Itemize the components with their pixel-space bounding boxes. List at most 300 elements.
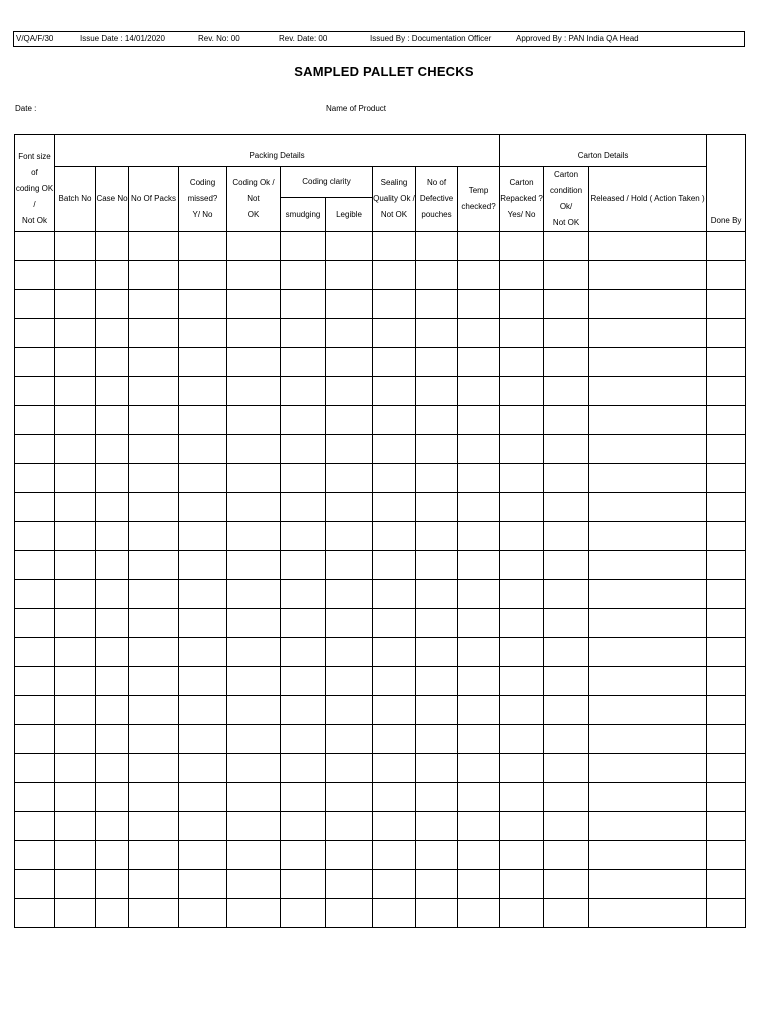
table-cell[interactable] bbox=[326, 899, 373, 928]
table-cell[interactable] bbox=[281, 580, 326, 609]
table-cell[interactable] bbox=[129, 406, 179, 435]
table-cell[interactable] bbox=[281, 232, 326, 261]
table-cell[interactable] bbox=[281, 377, 326, 406]
table-cell[interactable] bbox=[326, 464, 373, 493]
table-cell[interactable] bbox=[96, 464, 129, 493]
table-cell[interactable] bbox=[544, 319, 589, 348]
table-cell[interactable] bbox=[179, 667, 227, 696]
table-cell[interactable] bbox=[589, 435, 707, 464]
table-cell[interactable] bbox=[589, 464, 707, 493]
table-cell[interactable] bbox=[15, 406, 55, 435]
table-cell[interactable] bbox=[707, 870, 746, 899]
table-cell[interactable] bbox=[500, 406, 544, 435]
table-cell[interactable] bbox=[227, 899, 281, 928]
table-cell[interactable] bbox=[458, 348, 500, 377]
table-cell[interactable] bbox=[227, 841, 281, 870]
table-cell[interactable] bbox=[129, 232, 179, 261]
table-cell[interactable] bbox=[55, 290, 96, 319]
table-cell[interactable] bbox=[281, 464, 326, 493]
table-cell[interactable] bbox=[500, 725, 544, 754]
table-cell[interactable] bbox=[55, 609, 96, 638]
table-cell[interactable] bbox=[544, 899, 589, 928]
table-cell[interactable] bbox=[281, 899, 326, 928]
table-cell[interactable] bbox=[96, 290, 129, 319]
table-cell[interactable] bbox=[458, 783, 500, 812]
table-cell[interactable] bbox=[500, 899, 544, 928]
table-cell[interactable] bbox=[129, 609, 179, 638]
table-cell[interactable] bbox=[500, 319, 544, 348]
table-cell[interactable] bbox=[129, 464, 179, 493]
table-cell[interactable] bbox=[416, 348, 458, 377]
table-cell[interactable] bbox=[458, 551, 500, 580]
table-cell[interactable] bbox=[589, 812, 707, 841]
table-cell[interactable] bbox=[500, 435, 544, 464]
table-cell[interactable] bbox=[458, 232, 500, 261]
table-cell[interactable] bbox=[544, 812, 589, 841]
table-cell[interactable] bbox=[55, 319, 96, 348]
table-cell[interactable] bbox=[416, 580, 458, 609]
table-cell[interactable] bbox=[707, 464, 746, 493]
table-cell[interactable] bbox=[326, 580, 373, 609]
table-cell[interactable] bbox=[707, 406, 746, 435]
table-cell[interactable] bbox=[129, 290, 179, 319]
table-cell[interactable] bbox=[707, 667, 746, 696]
table-cell[interactable] bbox=[416, 841, 458, 870]
table-cell[interactable] bbox=[373, 493, 416, 522]
table-cell[interactable] bbox=[96, 667, 129, 696]
table-cell[interactable] bbox=[416, 493, 458, 522]
table-cell[interactable] bbox=[15, 464, 55, 493]
table-cell[interactable] bbox=[500, 232, 544, 261]
table-cell[interactable] bbox=[129, 841, 179, 870]
table-cell[interactable] bbox=[707, 812, 746, 841]
table-cell[interactable] bbox=[707, 754, 746, 783]
table-cell[interactable] bbox=[589, 261, 707, 290]
table-cell[interactable] bbox=[15, 609, 55, 638]
table-cell[interactable] bbox=[458, 899, 500, 928]
table-cell[interactable] bbox=[326, 841, 373, 870]
table-cell[interactable] bbox=[416, 609, 458, 638]
table-cell[interactable] bbox=[179, 319, 227, 348]
table-cell[interactable] bbox=[129, 580, 179, 609]
table-cell[interactable] bbox=[129, 783, 179, 812]
table-cell[interactable] bbox=[55, 493, 96, 522]
table-cell[interactable] bbox=[227, 783, 281, 812]
table-cell[interactable] bbox=[55, 406, 96, 435]
table-cell[interactable] bbox=[589, 580, 707, 609]
table-cell[interactable] bbox=[589, 522, 707, 551]
table-cell[interactable] bbox=[500, 348, 544, 377]
table-cell[interactable] bbox=[544, 638, 589, 667]
table-cell[interactable] bbox=[416, 667, 458, 696]
table-cell[interactable] bbox=[129, 551, 179, 580]
table-cell[interactable] bbox=[129, 667, 179, 696]
table-cell[interactable] bbox=[227, 319, 281, 348]
table-cell[interactable] bbox=[458, 696, 500, 725]
table-cell[interactable] bbox=[373, 638, 416, 667]
table-cell[interactable] bbox=[500, 783, 544, 812]
table-cell[interactable] bbox=[589, 870, 707, 899]
table-cell[interactable] bbox=[544, 754, 589, 783]
table-cell[interactable] bbox=[589, 493, 707, 522]
table-cell[interactable] bbox=[544, 232, 589, 261]
table-cell[interactable] bbox=[179, 580, 227, 609]
table-cell[interactable] bbox=[55, 725, 96, 754]
table-cell[interactable] bbox=[416, 435, 458, 464]
table-cell[interactable] bbox=[179, 899, 227, 928]
table-cell[interactable] bbox=[15, 696, 55, 725]
table-cell[interactable] bbox=[96, 493, 129, 522]
table-cell[interactable] bbox=[544, 783, 589, 812]
table-cell[interactable] bbox=[281, 493, 326, 522]
table-cell[interactable] bbox=[589, 319, 707, 348]
table-cell[interactable] bbox=[55, 522, 96, 551]
table-cell[interactable] bbox=[707, 290, 746, 319]
table-cell[interactable] bbox=[326, 667, 373, 696]
table-cell[interactable] bbox=[416, 319, 458, 348]
table-cell[interactable] bbox=[15, 551, 55, 580]
table-cell[interactable] bbox=[544, 870, 589, 899]
table-cell[interactable] bbox=[281, 638, 326, 667]
table-cell[interactable] bbox=[544, 725, 589, 754]
table-cell[interactable] bbox=[227, 696, 281, 725]
table-cell[interactable] bbox=[416, 812, 458, 841]
table-cell[interactable] bbox=[326, 261, 373, 290]
table-cell[interactable] bbox=[326, 696, 373, 725]
table-cell[interactable] bbox=[326, 377, 373, 406]
table-cell[interactable] bbox=[416, 232, 458, 261]
table-cell[interactable] bbox=[500, 754, 544, 783]
table-cell[interactable] bbox=[179, 377, 227, 406]
table-cell[interactable] bbox=[544, 841, 589, 870]
table-cell[interactable] bbox=[55, 870, 96, 899]
table-cell[interactable] bbox=[281, 812, 326, 841]
table-cell[interactable] bbox=[544, 290, 589, 319]
table-cell[interactable] bbox=[458, 841, 500, 870]
table-cell[interactable] bbox=[227, 493, 281, 522]
table-cell[interactable] bbox=[96, 406, 129, 435]
table-cell[interactable] bbox=[589, 899, 707, 928]
table-cell[interactable] bbox=[281, 522, 326, 551]
table-cell[interactable] bbox=[373, 319, 416, 348]
table-cell[interactable] bbox=[227, 580, 281, 609]
table-cell[interactable] bbox=[227, 551, 281, 580]
table-cell[interactable] bbox=[707, 377, 746, 406]
table-cell[interactable] bbox=[281, 319, 326, 348]
table-cell[interactable] bbox=[96, 377, 129, 406]
table-cell[interactable] bbox=[458, 812, 500, 841]
table-cell[interactable] bbox=[55, 696, 96, 725]
table-cell[interactable] bbox=[544, 348, 589, 377]
table-cell[interactable] bbox=[589, 290, 707, 319]
table-cell[interactable] bbox=[373, 841, 416, 870]
table-cell[interactable] bbox=[96, 348, 129, 377]
table-cell[interactable] bbox=[707, 261, 746, 290]
table-cell[interactable] bbox=[458, 290, 500, 319]
table-cell[interactable] bbox=[227, 870, 281, 899]
table-cell[interactable] bbox=[55, 232, 96, 261]
table-cell[interactable] bbox=[227, 725, 281, 754]
table-cell[interactable] bbox=[55, 435, 96, 464]
table-cell[interactable] bbox=[373, 609, 416, 638]
table-cell[interactable] bbox=[179, 551, 227, 580]
table-cell[interactable] bbox=[458, 493, 500, 522]
table-cell[interactable] bbox=[373, 290, 416, 319]
table-cell[interactable] bbox=[96, 841, 129, 870]
table-cell[interactable] bbox=[129, 319, 179, 348]
table-cell[interactable] bbox=[227, 754, 281, 783]
table-cell[interactable] bbox=[179, 696, 227, 725]
table-cell[interactable] bbox=[458, 261, 500, 290]
table-cell[interactable] bbox=[15, 841, 55, 870]
table-cell[interactable] bbox=[458, 870, 500, 899]
table-cell[interactable] bbox=[500, 812, 544, 841]
table-cell[interactable] bbox=[129, 493, 179, 522]
table-cell[interactable] bbox=[129, 812, 179, 841]
table-cell[interactable] bbox=[179, 406, 227, 435]
table-cell[interactable] bbox=[326, 290, 373, 319]
table-cell[interactable] bbox=[544, 609, 589, 638]
table-cell[interactable] bbox=[416, 290, 458, 319]
table-cell[interactable] bbox=[589, 783, 707, 812]
table-cell[interactable] bbox=[416, 754, 458, 783]
table-cell[interactable] bbox=[179, 493, 227, 522]
table-cell[interactable] bbox=[96, 783, 129, 812]
table-cell[interactable] bbox=[544, 551, 589, 580]
table-cell[interactable] bbox=[129, 754, 179, 783]
table-cell[interactable] bbox=[326, 551, 373, 580]
table-cell[interactable] bbox=[179, 754, 227, 783]
table-cell[interactable] bbox=[96, 812, 129, 841]
table-cell[interactable] bbox=[55, 377, 96, 406]
table-cell[interactable] bbox=[416, 464, 458, 493]
table-cell[interactable] bbox=[326, 725, 373, 754]
table-cell[interactable] bbox=[458, 406, 500, 435]
table-cell[interactable] bbox=[458, 319, 500, 348]
table-cell[interactable] bbox=[373, 783, 416, 812]
table-cell[interactable] bbox=[129, 725, 179, 754]
table-cell[interactable] bbox=[326, 783, 373, 812]
table-cell[interactable] bbox=[179, 232, 227, 261]
table-cell[interactable] bbox=[500, 377, 544, 406]
table-cell[interactable] bbox=[500, 609, 544, 638]
table-cell[interactable] bbox=[281, 290, 326, 319]
table-cell[interactable] bbox=[707, 725, 746, 754]
table-cell[interactable] bbox=[227, 232, 281, 261]
table-cell[interactable] bbox=[15, 725, 55, 754]
table-cell[interactable] bbox=[707, 232, 746, 261]
table-cell[interactable] bbox=[326, 609, 373, 638]
table-cell[interactable] bbox=[281, 551, 326, 580]
table-cell[interactable] bbox=[55, 783, 96, 812]
table-cell[interactable] bbox=[179, 522, 227, 551]
table-cell[interactable] bbox=[281, 725, 326, 754]
table-cell[interactable] bbox=[55, 580, 96, 609]
table-cell[interactable] bbox=[15, 754, 55, 783]
table-cell[interactable] bbox=[179, 464, 227, 493]
table-cell[interactable] bbox=[544, 667, 589, 696]
table-cell[interactable] bbox=[326, 522, 373, 551]
table-cell[interactable] bbox=[15, 493, 55, 522]
table-cell[interactable] bbox=[15, 638, 55, 667]
table-cell[interactable] bbox=[500, 696, 544, 725]
table-cell[interactable] bbox=[500, 464, 544, 493]
table-cell[interactable] bbox=[179, 841, 227, 870]
table-cell[interactable] bbox=[281, 667, 326, 696]
table-cell[interactable] bbox=[458, 580, 500, 609]
table-cell[interactable] bbox=[129, 899, 179, 928]
table-cell[interactable] bbox=[373, 377, 416, 406]
table-cell[interactable] bbox=[96, 754, 129, 783]
table-cell[interactable] bbox=[373, 522, 416, 551]
table-cell[interactable] bbox=[707, 638, 746, 667]
table-cell[interactable] bbox=[96, 899, 129, 928]
table-cell[interactable] bbox=[326, 406, 373, 435]
table-cell[interactable] bbox=[416, 406, 458, 435]
table-cell[interactable] bbox=[500, 261, 544, 290]
table-cell[interactable] bbox=[458, 522, 500, 551]
table-cell[interactable] bbox=[129, 696, 179, 725]
table-cell[interactable] bbox=[500, 638, 544, 667]
table-cell[interactable] bbox=[544, 406, 589, 435]
table-cell[interactable] bbox=[707, 609, 746, 638]
table-cell[interactable] bbox=[15, 319, 55, 348]
table-cell[interactable] bbox=[281, 406, 326, 435]
table-cell[interactable] bbox=[589, 406, 707, 435]
table-cell[interactable] bbox=[326, 638, 373, 667]
table-cell[interactable] bbox=[544, 580, 589, 609]
table-cell[interactable] bbox=[544, 522, 589, 551]
table-cell[interactable] bbox=[281, 754, 326, 783]
table-cell[interactable] bbox=[544, 377, 589, 406]
table-cell[interactable] bbox=[373, 406, 416, 435]
table-cell[interactable] bbox=[373, 551, 416, 580]
table-cell[interactable] bbox=[15, 783, 55, 812]
table-cell[interactable] bbox=[55, 841, 96, 870]
table-cell[interactable] bbox=[326, 754, 373, 783]
table-cell[interactable] bbox=[458, 377, 500, 406]
table-cell[interactable] bbox=[96, 725, 129, 754]
table-cell[interactable] bbox=[129, 435, 179, 464]
table-cell[interactable] bbox=[55, 464, 96, 493]
table-cell[interactable] bbox=[55, 638, 96, 667]
table-cell[interactable] bbox=[544, 493, 589, 522]
table-cell[interactable] bbox=[227, 464, 281, 493]
table-cell[interactable] bbox=[544, 464, 589, 493]
table-cell[interactable] bbox=[500, 290, 544, 319]
table-cell[interactable] bbox=[96, 638, 129, 667]
table-cell[interactable] bbox=[15, 348, 55, 377]
table-cell[interactable] bbox=[458, 638, 500, 667]
table-cell[interactable] bbox=[589, 609, 707, 638]
table-cell[interactable] bbox=[544, 435, 589, 464]
table-cell[interactable] bbox=[707, 783, 746, 812]
table-cell[interactable] bbox=[544, 696, 589, 725]
table-cell[interactable] bbox=[416, 870, 458, 899]
table-cell[interactable] bbox=[416, 899, 458, 928]
table-cell[interactable] bbox=[55, 667, 96, 696]
table-cell[interactable] bbox=[707, 522, 746, 551]
table-cell[interactable] bbox=[227, 435, 281, 464]
table-cell[interactable] bbox=[227, 348, 281, 377]
table-cell[interactable] bbox=[373, 348, 416, 377]
table-cell[interactable] bbox=[55, 899, 96, 928]
table-cell[interactable] bbox=[281, 870, 326, 899]
table-cell[interactable] bbox=[281, 348, 326, 377]
table-cell[interactable] bbox=[707, 580, 746, 609]
table-cell[interactable] bbox=[589, 348, 707, 377]
table-cell[interactable] bbox=[373, 580, 416, 609]
table-cell[interactable] bbox=[15, 899, 55, 928]
table-cell[interactable] bbox=[15, 261, 55, 290]
table-cell[interactable] bbox=[373, 232, 416, 261]
table-cell[interactable] bbox=[179, 725, 227, 754]
table-cell[interactable] bbox=[326, 319, 373, 348]
table-cell[interactable] bbox=[281, 783, 326, 812]
table-cell[interactable] bbox=[707, 435, 746, 464]
table-cell[interactable] bbox=[281, 261, 326, 290]
table-cell[interactable] bbox=[458, 754, 500, 783]
table-cell[interactable] bbox=[589, 841, 707, 870]
table-cell[interactable] bbox=[281, 609, 326, 638]
table-cell[interactable] bbox=[96, 580, 129, 609]
table-cell[interactable] bbox=[227, 609, 281, 638]
table-cell[interactable] bbox=[500, 667, 544, 696]
table-cell[interactable] bbox=[96, 870, 129, 899]
table-cell[interactable] bbox=[416, 696, 458, 725]
table-cell[interactable] bbox=[96, 261, 129, 290]
table-cell[interactable] bbox=[326, 435, 373, 464]
table-cell[interactable] bbox=[179, 870, 227, 899]
table-cell[interactable] bbox=[500, 522, 544, 551]
table-cell[interactable] bbox=[55, 812, 96, 841]
table-cell[interactable] bbox=[416, 551, 458, 580]
table-cell[interactable] bbox=[589, 754, 707, 783]
table-cell[interactable] bbox=[96, 551, 129, 580]
table-cell[interactable] bbox=[129, 348, 179, 377]
table-cell[interactable] bbox=[129, 261, 179, 290]
table-cell[interactable] bbox=[179, 290, 227, 319]
table-cell[interactable] bbox=[227, 377, 281, 406]
table-cell[interactable] bbox=[281, 435, 326, 464]
table-cell[interactable] bbox=[179, 638, 227, 667]
table-cell[interactable] bbox=[589, 551, 707, 580]
table-cell[interactable] bbox=[15, 812, 55, 841]
table-cell[interactable] bbox=[326, 493, 373, 522]
table-cell[interactable] bbox=[500, 551, 544, 580]
table-cell[interactable] bbox=[373, 435, 416, 464]
table-cell[interactable] bbox=[707, 551, 746, 580]
table-cell[interactable] bbox=[544, 261, 589, 290]
table-cell[interactable] bbox=[500, 580, 544, 609]
table-cell[interactable] bbox=[96, 609, 129, 638]
table-cell[interactable] bbox=[589, 667, 707, 696]
table-cell[interactable] bbox=[179, 783, 227, 812]
table-cell[interactable] bbox=[129, 377, 179, 406]
table-cell[interactable] bbox=[96, 319, 129, 348]
table-cell[interactable] bbox=[179, 348, 227, 377]
table-cell[interactable] bbox=[326, 870, 373, 899]
table-cell[interactable] bbox=[589, 232, 707, 261]
table-cell[interactable] bbox=[227, 406, 281, 435]
table-cell[interactable] bbox=[96, 696, 129, 725]
table-cell[interactable] bbox=[707, 696, 746, 725]
table-cell[interactable] bbox=[373, 667, 416, 696]
table-cell[interactable] bbox=[96, 435, 129, 464]
table-cell[interactable] bbox=[589, 377, 707, 406]
table-cell[interactable] bbox=[227, 667, 281, 696]
table-cell[interactable] bbox=[458, 725, 500, 754]
